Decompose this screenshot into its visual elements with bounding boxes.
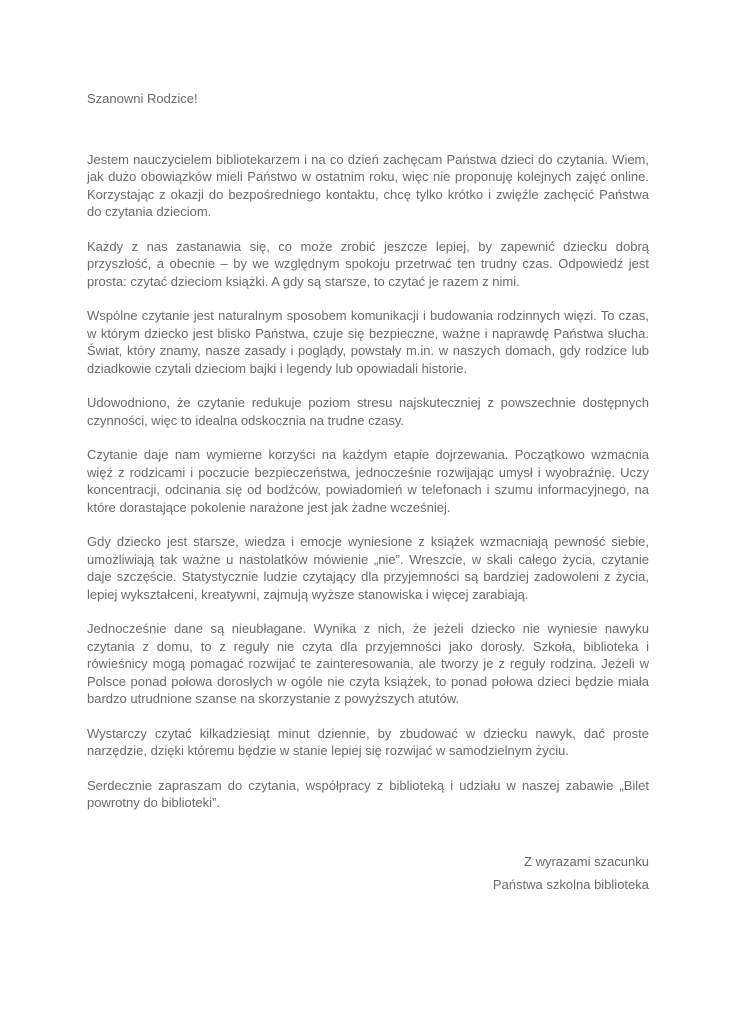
signature-valediction: Z wyrazami szacunku <box>524 853 649 869</box>
letter-paragraph-9: Serdecznie zapraszam do czytania, współpracy z biblioteką i udziału w naszej zabawie „Bilet powrotny do biblioteki”. <box>87 777 649 810</box>
letter-paragraph-3: Wspólne czytanie jest naturalnym sposobem komunikacji i budowania rodzinnych więzi. To czas, w którym dziecko jest blisko Państwa, czuje się bezpieczne, ważne i naprawdę Państwa słucha. Świat, który znamy, nasze zasady i poglądy, powstały m.in. w naszych domach, gdy rodzice lub dziadkowie czytali dzieciom bajki i legendy lub opowiadali historie. <box>87 308 649 376</box>
letter-paragraph-7: Jednocześnie dane są nieubłagane. Wynika z nich, że jeżeli dziecko nie wyniesie nawyku czytania z domu, to z reguły nie czyta dla przyjemności jako dorosły. Szkoła, biblioteka i rówieśnicy mogą pomagać rozwijać te zainteresowania, ale tworzy je z reguły rodzina. Jeżeli w Polsce ponad połowa dorosłych w ogóle nie czyta książek, to ponad połowa dzieci będzie miała bardzo utrudnione szanse na skorzystanie z powyższych atutów. <box>87 621 649 706</box>
letter-paragraph-4: Udowodniono, że czytanie redukuje poziom stresu najskuteczniej z powszechnie dostępnych czynności, więc to idealna odskocznia na trudne czasy. <box>87 395 649 428</box>
signature-block <box>87 850 649 896</box>
letter-paragraph-1: Jestem nauczycielem bibliotekarzem i na co dzień zachęcam Państwa dzieci do czytania. Wiem, jak dużo obowiązków mieli Państwo w ostatnim roku, więc nie proponuję kolejnych zajęć online. Korzystając z okazji do bezpośredniego kontaktu, chcę tylko krótko i zwięźle zachęcić Państwa do czytania dzieciom. <box>87 151 649 219</box>
letter-paragraph-8: Wystarczy czytać kilkadziesiąt minut dziennie, by zbudować w dziecku nawyk, dać proste narzędzie, dzięki któremu będzie w stanie lepiej się rozwijać w samodzielnym życiu. <box>87 725 649 758</box>
letter-paragraph-6: Gdy dziecko jest starsze, wiedza i emocje wyniesione z książek wzmacniają pewność siebie, umożliwiają tak ważne u nastolatków mówienie „nie”. Wreszcie, w skali całego życia, czytanie daje szczęście. Statystycznie ludzie czytający dla przyjemności są bardziej zadowoleni z życia, lepiej wykształceni, kreatywni, zajmują wyższe stanowiska i więcej zarabiają. <box>87 534 649 602</box>
signature-sender: Państwa szkolna biblioteka <box>492 876 649 892</box>
letter-paragraph-2: Każdy z nas zastanawia się, co może zrobić jeszcze lepiej, by zapewnić dziecku dobrą przyszłość, a obecnie – by we względnym spokoju przetrwać ten trudny czas. Odpowiedź jest prosta: czytać dzieciom książki. A gdy są starsze, to czytać je razem z nimi. <box>87 238 649 289</box>
greeting: Szanowni Rodzice! <box>87 91 198 106</box>
letter-paragraph-5: Czytanie daje nam wymierne korzyści na każdym etapie dojrzewania. Początkowo wzmacnia więź z rodzicami i poczucie bezpieczeństwa, jednocześnie rozwijając umysł i wyobraźnię. Uczy koncentracji, odcinania się od bodźców, powiadomień w telefonach i szumu informacyjnego, na które dorastające pokolenie narażone jest jak żadne wcześniej. <box>87 447 649 515</box>
letter-body <box>87 90 649 896</box>
